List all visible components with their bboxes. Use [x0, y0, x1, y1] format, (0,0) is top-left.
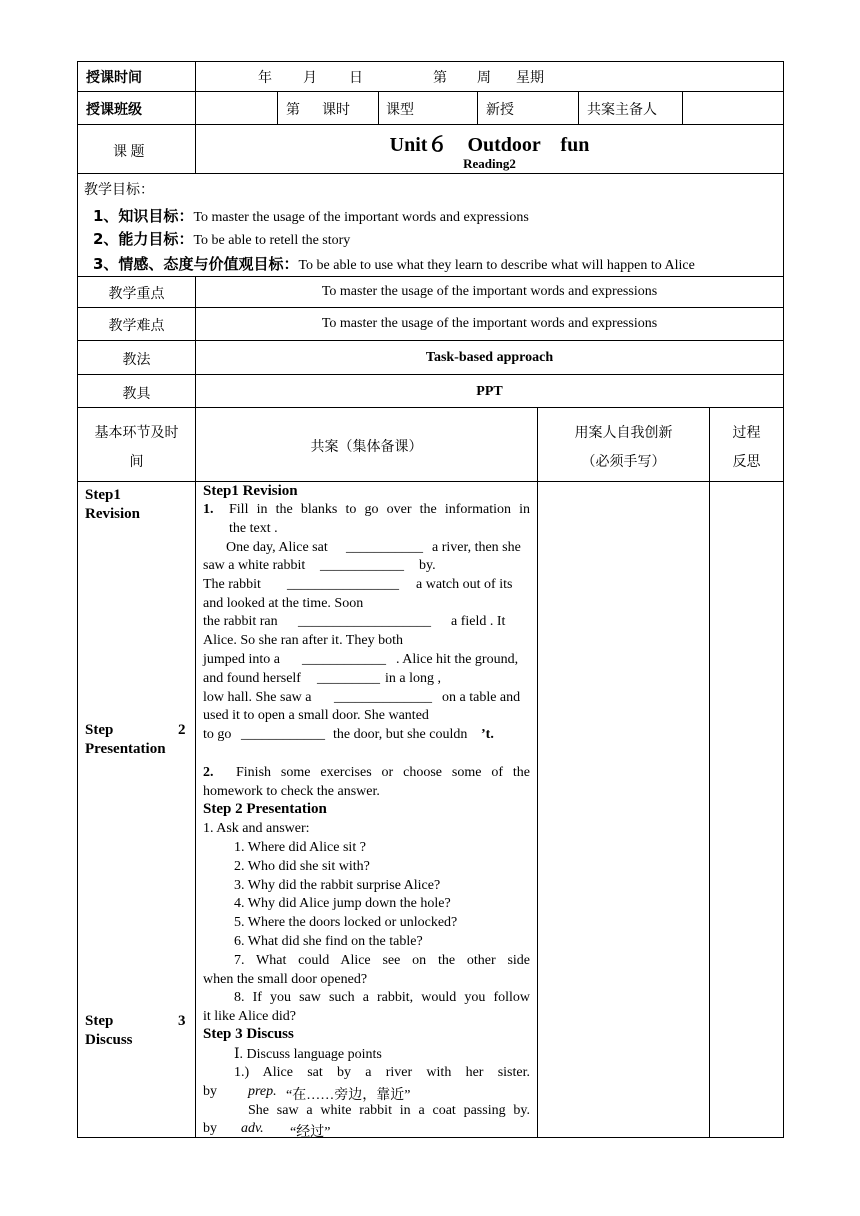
- by-pos-2: adv.: [241, 1121, 264, 1136]
- by-meaning-2: “经过”: [290, 1125, 331, 1140]
- fill-line-6: Alice. So she ran after it. They both: [203, 633, 403, 648]
- fill-blank-5: ____________: [302, 652, 386, 667]
- by-pos-1: prep.: [248, 1084, 277, 1099]
- fill-blank-2: ____________: [320, 558, 404, 573]
- fill-line-3a: The rabbit: [203, 577, 261, 592]
- year-label: 年: [258, 71, 272, 86]
- objective-2-text: To be able to retell the story: [193, 233, 351, 248]
- objective-1-text: To master the usage of the important words and expressions: [193, 210, 529, 225]
- col-reflection-line1: 过程: [732, 426, 761, 441]
- type-label: 课型: [386, 103, 414, 118]
- fill-blank-7: ______________: [334, 690, 432, 705]
- step1-name: Revision: [85, 506, 141, 522]
- question-2: 2. Who did she sit with?: [234, 859, 370, 874]
- col-stage-line2: 间: [129, 455, 144, 470]
- fill-line-2a: saw a white rabbit: [203, 558, 306, 573]
- fill-line-1a: One day, Alice sat: [226, 540, 328, 555]
- fill-blank-3: ________________: [287, 577, 399, 592]
- step2-label: Step: [85, 722, 114, 738]
- language-point-example: She saw a white rabbit in a coat passing by.: [248, 1103, 530, 1118]
- language-point-1: 1.) Alice sat by a river with her sister.: [234, 1065, 530, 1080]
- col-stage-line1: 基本环节及时: [94, 426, 179, 441]
- difficult-point-label: 教学难点: [108, 319, 165, 334]
- week-label: 周: [477, 71, 491, 86]
- difficult-point-value: To master the usage of the important words and expressions: [321, 316, 658, 331]
- fill-line-11a: to go: [203, 727, 232, 742]
- revision-item-1-num: 1.: [203, 502, 214, 517]
- fill-line-2c: by.: [419, 558, 436, 573]
- step3-number: 3: [178, 1013, 186, 1029]
- fill-line-1c: a river, then she: [432, 540, 521, 555]
- objective-1-label: 1、知识目标：: [93, 207, 194, 225]
- presentation-intro: 1. Ask and answer:: [203, 821, 310, 836]
- question-4: 4. Why did Alice jump down the hole?: [234, 896, 451, 911]
- revision-item-1-text: Fill in the blanks to go over the information in: [229, 502, 530, 517]
- revision-item-2-text: Finish some exercises or choose some of the: [236, 765, 530, 780]
- question-5: 5. Where the doors locked or unlocked?: [234, 915, 458, 930]
- fill-line-4: and looked at the time. Soon: [203, 596, 364, 611]
- method-label: 教法: [122, 353, 151, 368]
- objective-3-text: To be able to use what they learn to describe what will happen to Alice: [298, 258, 695, 273]
- step3-label: Step: [85, 1013, 114, 1029]
- by-word-2: by: [203, 1121, 217, 1136]
- step1-heading: Step1 Revision: [203, 483, 298, 499]
- fill-line-11c: the door, but she couldn: [333, 727, 468, 742]
- class-label: 授课班级: [86, 103, 142, 118]
- fill-line-10: used it to open a small door. She wanted: [203, 708, 429, 723]
- fill-line-8a: and found herself: [203, 671, 301, 686]
- topic-subtitle: Reading2: [463, 156, 516, 171]
- method-value: Task-based approach: [425, 350, 554, 365]
- key-point-label: 教学重点: [108, 287, 165, 302]
- objective-3-label: 3、情感、态度与价值观目标：: [93, 255, 299, 273]
- time-label: 授课时间: [86, 71, 142, 86]
- col-shared-plan: 共案（集体备课）: [310, 440, 423, 455]
- col-innovation-line1: 用案人自我创新: [574, 426, 673, 441]
- week-prefix: 第: [433, 71, 447, 86]
- fill-line-5a: the rabbit ran: [203, 614, 278, 629]
- question-8-cont: it like Alice did?: [203, 1009, 296, 1024]
- lesson-suffix: 课时: [322, 103, 350, 118]
- question-1: 1. Where did Alice sit ?: [234, 840, 366, 855]
- question-7: 7. What could Alice see on the other side: [234, 953, 530, 968]
- question-6: 6. What did she find on the table?: [234, 934, 423, 949]
- fill-line-9a: low hall. She saw a: [203, 690, 312, 705]
- fill-line-5c: a field . It: [451, 614, 506, 629]
- lesson-prefix: 第: [286, 103, 300, 118]
- fill-blank-4: ___________________: [298, 614, 431, 629]
- objective-3: [93, 253, 695, 274]
- tools-value: PPT: [476, 384, 503, 399]
- revision-item-1-cont: the text .: [229, 521, 278, 536]
- col-innovation-line2: （必须手写）: [581, 455, 666, 470]
- day-label: 日: [349, 71, 363, 86]
- fill-line-7a: jumped into a: [203, 652, 280, 667]
- discuss-intro: Ⅰ. Discuss language points: [234, 1047, 382, 1062]
- topic-title: Unit６ Outdoor fun: [389, 134, 590, 156]
- fill-line-7c: . Alice hit the ground,: [396, 652, 519, 667]
- by-word-1: by: [203, 1084, 217, 1099]
- month-label: 月: [303, 71, 317, 86]
- type-value: 新授: [486, 103, 514, 118]
- key-point-value: To master the usage of the important words and expressions: [321, 284, 658, 299]
- objective-1: [93, 205, 529, 226]
- step2-heading: Step 2 Presentation: [203, 801, 327, 817]
- fill-line-9c: on a table and: [442, 690, 521, 705]
- objective-2-label: 2、能力目标：: [93, 230, 194, 248]
- fill-blank-8: ____________: [241, 727, 325, 742]
- tools-label: 教具: [122, 387, 151, 402]
- fill-line-11d: ’t.: [481, 727, 494, 742]
- fill-line-3c: a watch out of its: [416, 577, 513, 592]
- preparer-label: 共案主备人: [587, 103, 657, 118]
- revision-item-2-cont: homework to check the answer.: [203, 784, 380, 799]
- step3-heading: Step 3 Discuss: [203, 1026, 294, 1042]
- objective-2: [93, 228, 350, 249]
- step2-name: Presentation: [85, 741, 166, 757]
- fill-blank-6: _________: [317, 671, 380, 686]
- fill-line-8c: in a long ,: [385, 671, 441, 686]
- objectives-heading: 教学目标：: [84, 183, 154, 198]
- revision-item-2-num: 2.: [203, 765, 214, 780]
- question-3: 3. Why did the rabbit surprise Alice?: [234, 878, 441, 893]
- fill-blank-1: ___________: [346, 540, 423, 555]
- step3-name: Discuss: [85, 1032, 133, 1048]
- step1-label: Step1: [85, 487, 121, 503]
- col-reflection-line2: 反思: [732, 455, 761, 470]
- weekday-label: 星期: [516, 71, 544, 86]
- question-7-cont: when the small door opened?: [203, 972, 368, 987]
- step2-number: 2: [178, 722, 186, 738]
- by-meaning-1: “在……旁边，靠近”: [286, 1088, 411, 1103]
- topic-label: 课 题: [113, 145, 145, 160]
- question-8: 8. If you saw such a rabbit, would you follow: [234, 990, 530, 1005]
